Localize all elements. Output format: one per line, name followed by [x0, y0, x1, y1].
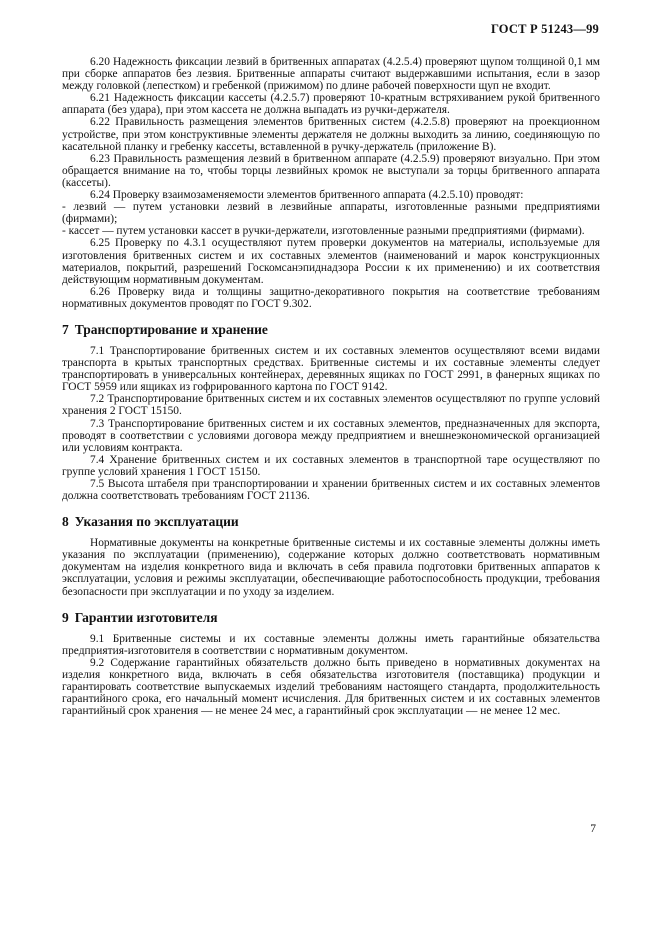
- paragraph-6-20: 6.20 Надежность фиксации лезвий в бритвенных аппаратах (4.2.5.4) проверяют щупом толщиной 0,1 мм при сборке аппаратов без лезвия. Бритвенные аппараты считают выдержавшими испытания, если в зазор между головкой (лепестком) и гребенкой (прижимом) по длине рабочей поверхности щуп не входит.: [62, 56, 600, 93]
- list-item-blades: - лезвий — путем установки лезвий в лезвийные аппараты, изготовленные разными предприятиями (фирмами);: [62, 201, 600, 226]
- paragraph-6-22: 6.22 Правильность размещения элементов бритвенных систем (4.2.5.8) проверяют на проекционном устройстве, при этом конструктивные элементы держателя не должны выходить за линию, соединяющую по касательной планку и гребенку кассеты, вставленной в ручку-держатель (приложение В).: [62, 116, 600, 153]
- paragraph-7-3: 7.3 Транспортирование бритвенных систем и их составных элементов, предназначенных для экспорта, проводят в соответствии с условиями договора между предприятием и внешнеэкономической организацией или условиям контракта.: [62, 417, 600, 454]
- page-number: 7: [590, 823, 596, 835]
- paragraph-6-24: 6.24 Проверку взаимозаменяемости элементов бритвенного аппарата (4.2.5.10) проводят:: [90, 189, 524, 202]
- section-9-title: Гарантии изготовителя: [74, 609, 218, 625]
- section-8-number: 8: [62, 514, 69, 530]
- section-8-title: Указания по эксплуатации: [74, 514, 239, 530]
- section-8-heading: [62, 514, 600, 529]
- standard-code-header: ГОСТ Р 51243—99: [490, 22, 599, 36]
- paragraph-6-25: 6.25 Проверку по 4.3.1 осуществляют путем проверки документов на материалы, используемые для изготовления бритвенных систем и их составных элементов (наименований и марок конструкционных материалов, покрытий, разрешений Госкомсанэпиднадзора России к их применению) и их соответствия действующим нормативным документам.: [62, 237, 600, 286]
- paragraph-7-4: 7.4 Хранение бритвенных систем и их составных элементов в транспортной таре осуществляют по группе условий хранения 1 ГОСТ 15150.: [62, 453, 600, 478]
- paragraph-6-26: 6.26 Проверку вида и толщины защитно-декоративного покрытия на соответствие требованиям нормативных документов проводят по ГОСТ 9.302.: [62, 285, 600, 310]
- paragraph-9-2: 9.2 Содержание гарантийных обязательств должно быть приведено в нормативных документах на изделия конкретного вида, включать в себя обязательства изготовителя (поставщика) продукции и гарантировать соответствие выпускаемых изделий требованиям настоящего стандарта, продолжительность гарантийного срока, его начальный момент исчисления. Для бритвенных систем и их составных элементов гарантийный срок хранения — не менее 24 мес, а гарантийный срок эксплуатации — не менее 12 мес.: [62, 656, 600, 718]
- paragraph-8: Нормативные документы на конкретные бритвенные системы и их составные элементы должны иметь указания по эксплуатации (применению), содержание которых должно соответствовать нормативным документам на изделия конкретного вида и включать в себя правила подготовки бритвенных аппаратов к эксплуатации, условия и режимы эксплуатации, обеспечивающие работоспособность продукции, требования безопасности при эксплуатации и по уходу за изделием.: [62, 537, 600, 598]
- section-9-heading: [62, 610, 600, 625]
- section-7-number: 7: [62, 321, 69, 337]
- paragraph-6-23: 6.23 Правильность размещения лезвий в бритвенном аппарате (4.2.5.9) проверяют визуально. При этом обращается внимание на то, чтобы торцы лезвийных кромок не выступали за торцы бритвенного аппарата (кассеты).: [62, 152, 600, 189]
- paragraph-7-2: 7.2 Транспортирование бритвенных систем и их составных элементов осуществляют по группе условий хранения 2 ГОСТ 15150.: [62, 393, 600, 418]
- list-item-cassettes: - кассет — путем установки кассет в ручки-держатели, изготовленные разными предприятиями (фирмами).: [62, 225, 585, 238]
- page-content: [62, 56, 600, 717]
- section-9-number: 9: [62, 609, 69, 625]
- section-7-heading: [62, 322, 600, 337]
- paragraph-9-1: 9.1 Бритвенные системы и их составные элементы должны иметь гарантийные обязательства предприятия-изготовителя в соответствии с нормативным документом.: [62, 632, 600, 657]
- paragraph-6-21: 6.21 Надежность фиксации кассеты (4.2.5.7) проверяют 10-кратным встряхиванием рукой бритвенного аппарата (без удара), при этом кассета не должна выпадать из ручки-держателя.: [62, 92, 600, 117]
- paragraph-7-5: 7.5 Высота штабеля при транспортировании и хранении бритвенных систем и их составных элементов должна соответствовать требованиям ГОСТ 21136.: [62, 478, 600, 503]
- paragraph-7-1: 7.1 Транспортирование бритвенных систем и их составных элементов осуществляют всеми видами транспорта в крытых транспортных средствах. Бритвенные системы и их составные элементы следует транспортировать в универсальных контейнерах, деревянных ящиках по ГОСТ 2991, в фанерных ящиках по ГОСТ 5959 или ящиках из гофрированного картона по ГОСТ 9142.: [62, 344, 600, 394]
- section-7-title: Транспортирование и хранение: [74, 321, 268, 337]
